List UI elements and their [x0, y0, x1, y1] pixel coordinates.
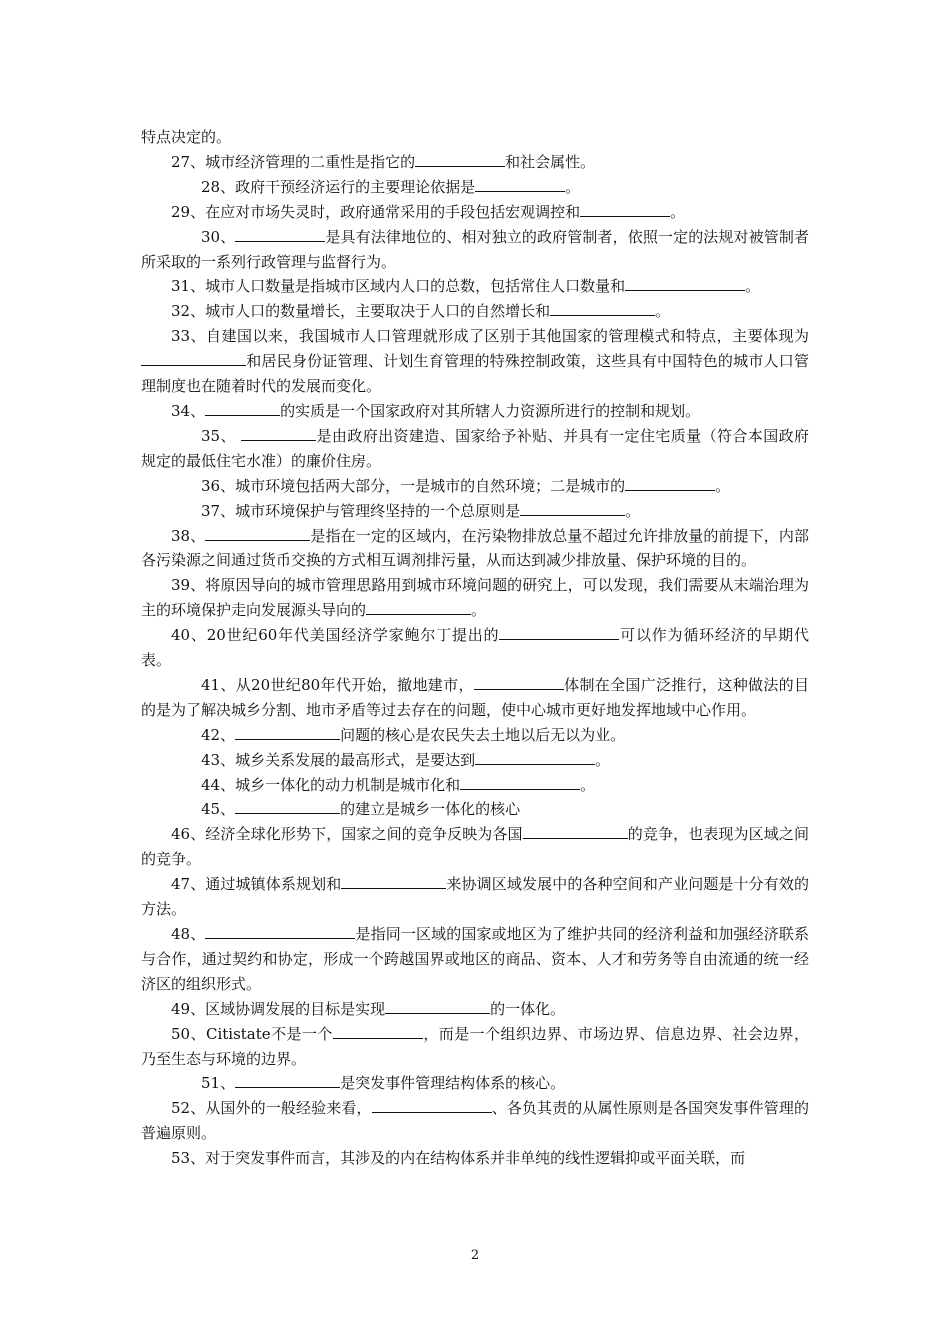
- answer-blank[interactable]: [460, 774, 580, 790]
- question-paragraph: [141, 299, 809, 324]
- question-text: 29、在应对市场失灵时，政府通常采用的手段包括宏观调控和: [171, 202, 581, 221]
- answer-blank[interactable]: [205, 400, 280, 416]
- question-text: 27、城市经济管理的二重性是指它的: [171, 152, 416, 171]
- question-paragraph: [141, 922, 809, 997]
- answer-blank[interactable]: [550, 300, 655, 316]
- question-text: 和居民身份证管理、计划生育管理的特殊控制政策，这些具有中国特色的城市人口管理制度也在随着时代的发展而变化。: [141, 352, 809, 396]
- question-text: 31、城市人口数量是指城市区域内人口的总数，包括常住人口数量和: [171, 277, 626, 296]
- question-text: 是突发事件管理结构体系的核心。: [340, 1074, 566, 1093]
- answer-blank[interactable]: [625, 275, 745, 291]
- question-paragraph: [141, 175, 809, 200]
- question-paragraph: [141, 474, 809, 499]
- answer-blank[interactable]: [372, 1097, 492, 1113]
- question-text: 46、经济全球化形势下，国家之间的竞争反映为各国: [171, 825, 523, 844]
- question-text: 。: [655, 302, 671, 321]
- question-text: 可以作为循环经济的早期代表。: [141, 626, 809, 670]
- question-text: 50、Citistate不是一个: [171, 1024, 333, 1043]
- question-text: 39、将原因导向的城市管理思路用到城市环境问题的研究上，可以发现，我们需要从末端治理为主的环境保护走向发展源头导向的: [141, 576, 809, 620]
- question-paragraph: [141, 499, 809, 524]
- question-paragraph: [141, 872, 809, 922]
- question-paragraph: [141, 200, 809, 225]
- question-text: 32、城市人口的数量增长，主要取决于人口的自然增长和: [171, 302, 551, 321]
- question-text: 。: [745, 277, 761, 296]
- answer-blank[interactable]: [141, 350, 246, 366]
- answer-blank[interactable]: [625, 475, 715, 491]
- question-text: 47、通过城镇体系规划和: [171, 875, 342, 894]
- question-text: 。: [565, 177, 581, 196]
- question-text: 是指同一区域的国家或地区为了维护共同的经济利益和加强经济联系与合作，通过契约和协定，形成一个跨越国界或地区的商品、资本、人才和劳务等自由流通的统一经济区的组织形式。: [141, 925, 809, 993]
- answer-blank[interactable]: [235, 798, 340, 814]
- question-text: 的实质是一个国家政府对其所辖人力资源所进行的控制和规划。: [280, 401, 701, 420]
- answer-blank[interactable]: [205, 525, 310, 541]
- question-text: 、各负其责的从属性原则是各国突发事件管理的普遍原则。: [141, 1099, 809, 1143]
- question-text: 48、: [171, 925, 206, 943]
- question-paragraph: [141, 748, 809, 773]
- question-text: 40、20世纪60年代美国经济学家鲍尔丁提出的: [171, 626, 500, 645]
- question-text: 。: [471, 601, 487, 620]
- question-text: 是具有法律地位的、相对独立的政府管制者，依照一定的法规对被管制者所采取的一系列行政管理与监督行为。: [141, 227, 809, 271]
- question-text: 51、: [201, 1074, 236, 1093]
- answer-blank[interactable]: [235, 724, 340, 740]
- question-paragraph: [141, 274, 809, 299]
- question-paragraph: [141, 424, 809, 474]
- question-text: 。: [625, 501, 641, 520]
- answer-blank[interactable]: [205, 923, 355, 939]
- question-text: 。: [595, 750, 611, 769]
- question-text: 的竞争，也表现为区域之间的竞争。: [141, 825, 809, 869]
- page-number: 2: [470, 1248, 480, 1263]
- answer-blank[interactable]: [475, 176, 565, 192]
- question-text: 36、城市环境包括两大部分，一是城市的自然环境；二是城市的: [201, 476, 626, 495]
- question-paragraph: [141, 150, 809, 175]
- answer-blank[interactable]: [520, 500, 625, 516]
- question-paragraph: [141, 797, 809, 822]
- question-text: 43、城乡关系发展的最高形式，是要达到: [201, 750, 476, 769]
- question-paragraph: [141, 1071, 809, 1096]
- answer-blank[interactable]: [475, 749, 595, 765]
- question-text: 是指在一定的区域内，在污染物排放总量不超过允许排放量的前提下，内部各污染源之间通过货币交换的方式相互调剂排污量，从而达到减少排放量、保护环境的目的。: [141, 526, 809, 570]
- question-text: 45、: [201, 800, 236, 819]
- question-paragraph: [141, 673, 809, 723]
- answer-blank[interactable]: [474, 674, 564, 690]
- question-paragraph: [141, 1146, 809, 1171]
- question-text: 的建立是城乡一体化的核心: [340, 800, 521, 819]
- question-paragraph: [141, 723, 809, 748]
- question-text: 问题的核心是农民失去土地以后无以为业。: [340, 725, 626, 744]
- question-text: 28、政府干预经济运行的主要理论依据是: [201, 177, 476, 196]
- question-text: 30、: [201, 227, 236, 246]
- question-text: 44、城乡一体化的动力机制是城市化和: [201, 775, 461, 794]
- question-text: 34、: [171, 401, 206, 420]
- question-text: 特点决定的。: [141, 128, 232, 146]
- question-paragraph: [141, 573, 809, 623]
- question-paragraph: [141, 524, 809, 574]
- question-paragraph: [141, 997, 809, 1022]
- question-text: 35、: [201, 426, 242, 445]
- answer-blank[interactable]: [385, 998, 490, 1014]
- question-text: 53、对于突发事件而言，其涉及的内在结构体系并非单纯的线性逻辑抑或平面关联，而: [171, 1149, 746, 1168]
- question-text: 是由政府出资建造、国家给予补贴、并具有一定住宅质量（符合本国政府规定的最低住宅水准）的廉价住房。: [141, 426, 809, 470]
- answer-blank[interactable]: [235, 226, 325, 242]
- question-text: 42、: [201, 725, 236, 744]
- question-paragraph: [141, 773, 809, 798]
- question-text: 和社会属性。: [505, 152, 596, 171]
- answer-blank[interactable]: [580, 201, 670, 217]
- question-paragraph: [141, 623, 809, 673]
- answer-blank[interactable]: [415, 151, 505, 167]
- answer-blank[interactable]: [499, 624, 619, 640]
- answer-blank[interactable]: [523, 823, 628, 839]
- question-text: 。: [580, 775, 596, 794]
- question-paragraph: [141, 125, 809, 150]
- answer-blank[interactable]: [341, 873, 446, 889]
- question-paragraph: [141, 324, 809, 399]
- question-paragraph: [141, 399, 809, 424]
- question-text: 37、城市环境保护与管理终坚持的一个总原则是: [201, 501, 521, 520]
- question-text: 。: [670, 202, 686, 221]
- question-paragraph: [141, 1096, 809, 1146]
- question-text: 49、区域协调发展的目标是实现: [171, 999, 386, 1018]
- question-text: 体制在全国广泛推行，这种做法的目的是为了解决城乡分割、地市矛盾等过去存在的问题，使中心城市更好地发挥地域中心作用。: [141, 675, 809, 719]
- question-text: ，而是一个组织边界、市场边界、信息边界、社会边界，乃至生态与环境的边界。: [141, 1024, 809, 1068]
- question-text: 。: [715, 476, 731, 495]
- question-paragraph: [141, 822, 809, 872]
- answer-blank[interactable]: [333, 1023, 423, 1039]
- question-text: 来协调区域发展中的各种空间和产业问题是十分有效的方法。: [141, 875, 809, 919]
- question-paragraph: [141, 1022, 809, 1072]
- answer-blank[interactable]: [241, 425, 316, 441]
- answer-blank[interactable]: [235, 1072, 340, 1088]
- question-paragraph: [141, 225, 809, 275]
- question-text: 41、从20世纪80年代开始，撤地建市，: [201, 675, 474, 694]
- question-text: 的一体化。: [490, 999, 566, 1018]
- question-text: 38、: [171, 526, 206, 545]
- answer-blank[interactable]: [366, 599, 471, 615]
- question-text: 33、自建国以来，我国城市人口管理就形成了区别于其他国家的管理模式和特点，主要体现为: [171, 327, 809, 346]
- question-list: [141, 125, 809, 1171]
- question-text: 52、从国外的一般经验来看，: [171, 1099, 372, 1118]
